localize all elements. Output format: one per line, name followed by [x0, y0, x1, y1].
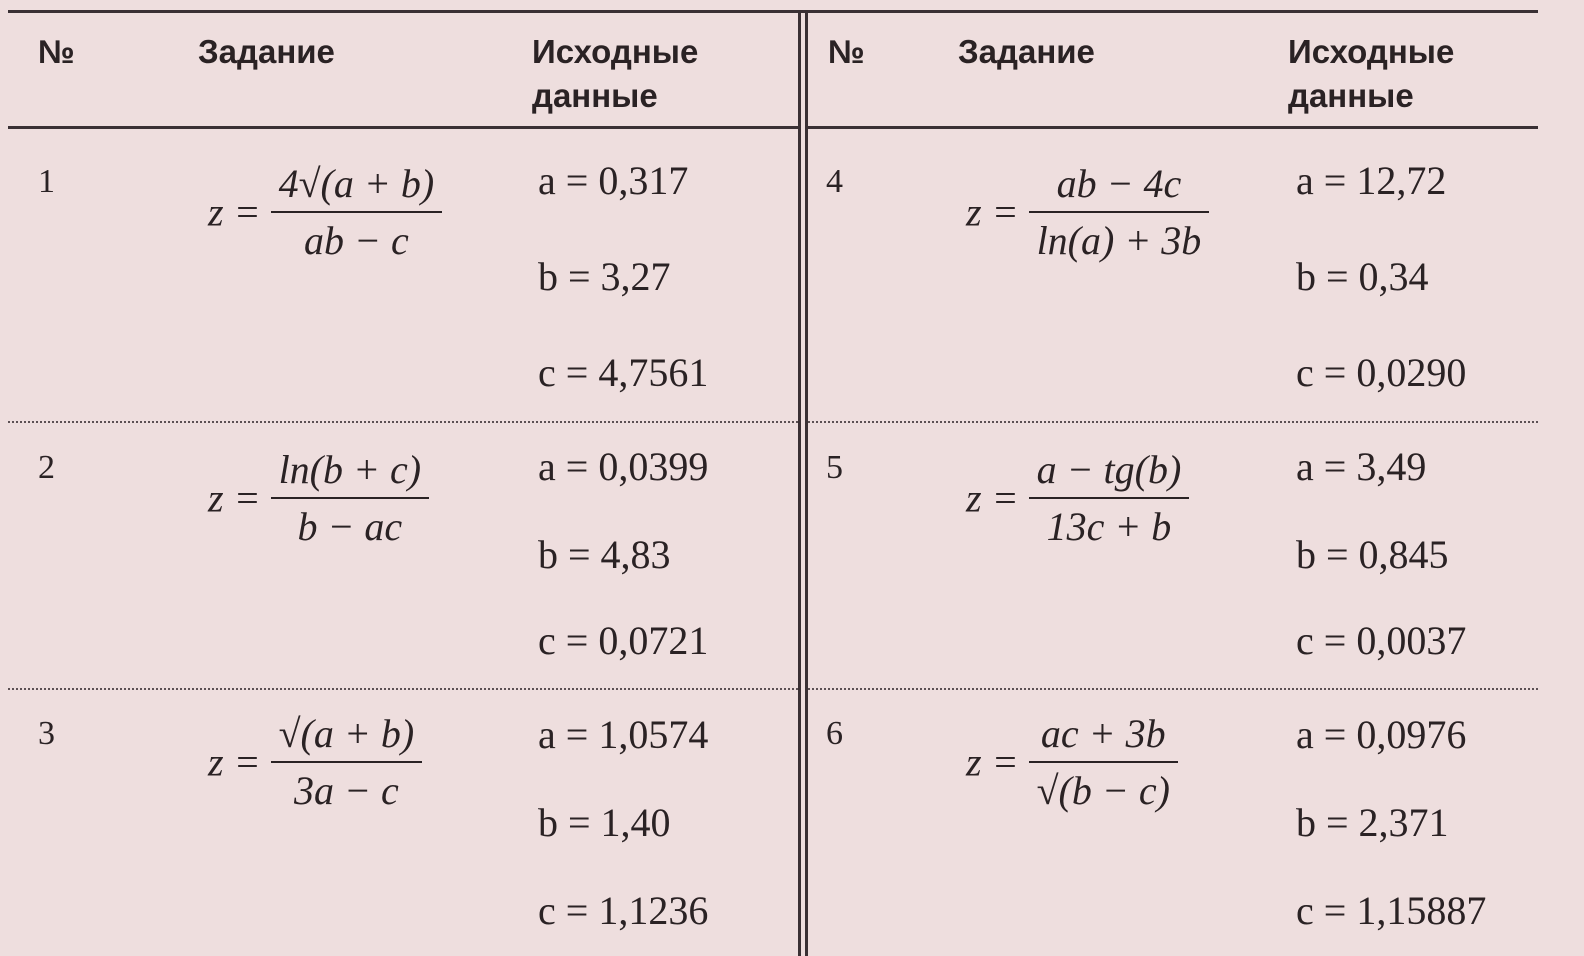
header-number: №: [38, 33, 75, 70]
formula-lhs: z =: [208, 739, 261, 785]
value-c: c = 0,0290: [1296, 350, 1467, 395]
row-divider: [8, 688, 798, 690]
task-number: 5: [826, 449, 843, 486]
value-a: a = 1,0574: [538, 712, 709, 757]
value-c: c = 1,1236: [538, 888, 709, 933]
header-task: Задание: [958, 33, 1095, 70]
formula-lhs: z =: [966, 475, 1019, 521]
fraction: [1029, 160, 1210, 264]
fraction-numerator: ln(b + c): [278, 447, 422, 492]
task-number: 6: [826, 715, 843, 752]
fraction: [271, 160, 443, 264]
value-a: a = 3,49: [1296, 444, 1427, 489]
row-divider: [808, 688, 1538, 690]
value-b: b = 4,83: [538, 532, 671, 577]
row-divider: [8, 421, 798, 423]
formula-lhs: z =: [208, 189, 261, 235]
task-formula: [208, 446, 429, 550]
fraction-numerator: ab − 4c: [1056, 161, 1182, 206]
task-formula: [966, 446, 1189, 550]
task-number: 1: [38, 163, 55, 200]
task-number: 3: [38, 715, 55, 752]
task-formula: [966, 710, 1178, 814]
fraction-denominator: ln(a) + 3b: [1029, 211, 1210, 264]
fraction-numerator: a − tg(b): [1036, 447, 1182, 492]
value-b: b = 0,34: [1296, 254, 1429, 299]
header-data: Исходные данные: [1288, 33, 1455, 114]
fraction: [271, 710, 423, 814]
value-a: a = 0,0399: [538, 444, 709, 489]
value-c: c = 1,15887: [1296, 888, 1487, 933]
header-number: №: [828, 33, 865, 70]
fraction-denominator: 13c + b: [1029, 497, 1190, 550]
value-b: b = 2,371: [1296, 800, 1449, 845]
row-divider: [808, 421, 1538, 423]
fraction-denominator: √(b − c): [1029, 761, 1178, 814]
value-a: a = 0,317: [538, 158, 689, 203]
task-formula: [208, 710, 422, 814]
value-c: c = 4,7561: [538, 350, 709, 395]
value-a: a = 0,0976: [1296, 712, 1467, 757]
column-separator: [798, 10, 808, 956]
task-formula: [208, 160, 442, 264]
value-a: a = 12,72: [1296, 158, 1447, 203]
fraction: [271, 446, 430, 550]
value-c: c = 0,0037: [1296, 618, 1467, 663]
value-b: b = 3,27: [538, 254, 671, 299]
fraction-denominator: 3a − c: [271, 761, 423, 814]
formula-lhs: z =: [966, 189, 1019, 235]
fraction-denominator: ab − c: [271, 211, 443, 264]
task-number: 4: [826, 163, 843, 200]
value-c: c = 0,0721: [538, 618, 709, 663]
task-number: 2: [38, 449, 55, 486]
header-task: Задание: [198, 33, 335, 70]
fraction-numerator: ac + 3b: [1040, 711, 1166, 756]
header-data: Исходные данные: [532, 33, 699, 114]
fraction-numerator: √(a + b): [278, 711, 415, 756]
formula-lhs: z =: [208, 475, 261, 521]
fraction: [1029, 710, 1178, 814]
formula-lhs: z =: [966, 739, 1019, 785]
value-b: b = 1,40: [538, 800, 671, 845]
top-rule: [8, 10, 1538, 13]
fraction-numerator: 4√(a + b): [278, 161, 435, 206]
fraction: [1029, 446, 1190, 550]
task-formula: [966, 160, 1209, 264]
fraction-denominator: b − ac: [271, 497, 430, 550]
header-rule-right: [808, 126, 1538, 129]
header-rule-left: [8, 126, 798, 129]
value-b: b = 0,845: [1296, 532, 1449, 577]
